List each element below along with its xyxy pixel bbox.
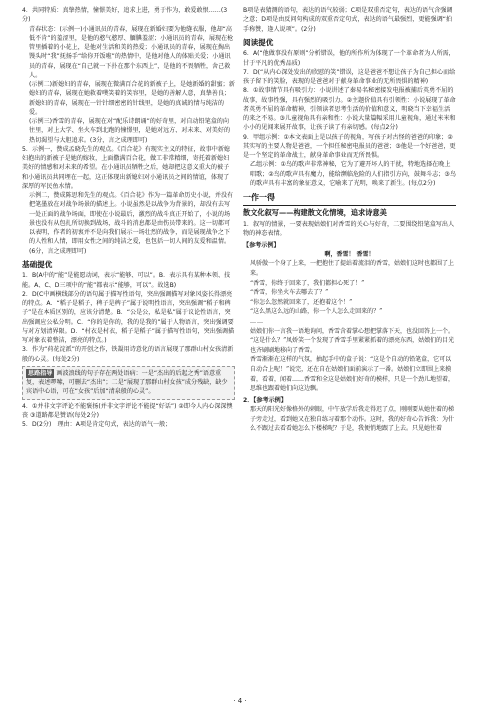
essay-line: “香雪，你坐火车去哪去了？”	[250, 289, 329, 297]
exercise-section-heading: 一作一得	[243, 192, 456, 206]
q5-line-1: 5．示例一，赞成孟晓先生的观点。《百合花》有现实主义的特征，故事中新媳妇抱出的新被子是她的嫁妆，上面撒满百合花，做工非常精细，寄托着新媳妇美好的情感和对未来的希望。在小通讯员牺牲之后，她却把这意义重大的被子和小通讯员共同埋在一起，这正体现出新媳妇对小通讯员之间的情谊，体现了深厚的军民鱼水情。	[22, 145, 231, 190]
q4-intro: 4．共同特质：真挚热情，憧憬美好，追求上进，勇于作为，敢爱敢恨……(3分)	[22, 7, 228, 24]
reference-essay-2	[243, 405, 456, 434]
q5-line-2: 示例二，赞成陈思和先生的观点。《百合花》作为一篇革命历史小说，并没有把笔墨放在对战争场景的描述上。小说虽然是以战争为背景的，却没有去写一处正面的战争场面，即使在小说最后，激烈的战斗真正开始了，小说的场景也没有从包扎所切换到战场，战斗的消息都是由伤员带来的。这一切都可以表明，作者的初衷并不是向我们展示一场壮烈的战争，而是展现战争之下的人性和人情，即用女性之间的纯洁之爱，也包括一切人间的友爱和温情。(6分，言之成理即可)	[29, 192, 234, 255]
right-column	[243, 6, 456, 434]
basic-answer-3: 3．作为“荷花淀派”的开创之作，铁凝用诗意化的语言展现了那群山村女孩清新般的心灵。(每处2分)	[22, 346, 234, 363]
q4-line-2: (示例二)新媳妇的青春，展现在微满百合花的新被子上，是她新婚的甜蜜；新媳妇的青春，展现在她救着噗笑着的笑容里，是她的善解人意，真挚善良；新媳妇的青春，展现在一针针细密密的针线里，是她的真诚的情与纯洁的爱。	[29, 81, 235, 116]
essay-line: “这么黑这么远的山路，你一个人怎么走回来的？”	[250, 308, 383, 316]
essay-line: “你怎么忽然就回来了，还抱着这个！”	[250, 298, 353, 306]
reference-label-1: 【参考示例】	[243, 241, 280, 249]
exercise-line-1: 1．叙写的情景，一要表现姑娘们对香雪的关心与好奇，二要围绕铅笔盒写出人物的神态表情。	[243, 221, 455, 238]
reading-answer-6: 6．A(“他做事没有原则”分析错误，他的所作所为体现了一个革命者为人所需，甘于平凡的优秀品质)	[243, 50, 455, 67]
essay-ellipsis: ……	[250, 318, 264, 326]
essay-line: 香雪渐渐在这样的气氛，抽起手中的盒子说：“这是个自动的铅笔盒，它可以自动合上呢！”说完，还在自在姑娘们面前演示了一番。姑娘们立即围上来摸着，看着，闻着……香雪和全这是姑娘们好奇的模样，只是一个劲儿地望着，思维也跟着她们向这边飘。	[250, 356, 455, 393]
thinking-guide-text: 画波浪线的句子存在两处语病：一是“杰出的后起之秀”语意重复，表述啰嗦，可删去“杰出”；二是“展现了那群山村女孩”成分残缺，缺少宾语中心语，可在“女孩”后加“清泉般的心灵”。	[26, 369, 228, 396]
essay-line: 那天的阳光好像格外的刺眼，中午放学后我走得迟了点，刚刚要从她住着的梯子旁走过，看到她又在独自练习着那个动作。这时，我的好奇心告诉我：为什么不跟过去看看她怎么下楼梯呢？于是，我便悄地跟了上去。只见她往着	[250, 406, 455, 433]
essay-line: 姑娘们你一言我一语地询问，香雪含着掌心想把掌落下天，也没回答上一个。	[250, 327, 455, 335]
thinking-guide-tag: 思路指导	[28, 369, 53, 377]
exercise-title: 散文化叙写——构建散文化情境，追求诗意美	[243, 208, 387, 218]
essay-line: 风骄傲一个身了上来，一把抱住了提站着流泪的香雪，姑娘们这时也都围了上来。	[250, 260, 455, 278]
basic-answer-2: 2．D(C中画横线部分的语句属于描写性语句，突出强调描写对象风姿长得漂亮的特点。A．“稻子是稻子，稗子是稗子”属于说明性语言，突出强调“稻子和稗子”是在本质区别的，应该分清楚。B．“公是公，私是私”属于议论性语言，突出强调应公私分明。C．“你的是你的，我的是我的”属于人物语言，突出强调要与对方划清界限。D．“村衣是村衣，稻子是稻子”属于描写性语句，突出强调描写对象衣着整洁，漂亮的特点。)	[22, 290, 235, 345]
reading-answer-8: 8．①故事情节具有吸引力：小说讲述了秦易名秘密接发电报被捕后英勇不屈的故事，故事性强，具有强烈的吸引力。②主题价值具有引领性：小说展现了革命者英勇不屈的革命精神，引领读者思考生活的价值和意义，明晓当下幸福生活的来之不易。③儿童视角具有亲和性：小说大量篇幅采用儿童视角，通过米米和小小的见闻来展开故事，让孩子读了有亲切感。(每点2分)	[243, 87, 456, 132]
left-column	[22, 6, 235, 429]
reading-section-heading: 阅读提优	[243, 37, 274, 47]
q4-line-3: (示例三)香雪的青春，展现在对“配乐诗朗诵”的好奇里，对自动铅笔盒的向往里，对上大学、坐火车到北跑的憧憬里，是她对远方、对未来、对美好的热切渴望与大胆追求。(3分，言之成理即可)	[29, 118, 231, 144]
essay-line: “香雪，你终于回来了，我们都担心死了！”	[250, 279, 365, 287]
reading-answer-9b: 乙组示例：①鸟的歌声非常神秘，它为了避开坏人的干扰，特地选择在晚上唱歌；②鸟的歌声具有魔力，能给濒临危险的人们指引方向，鼓舞斗志；③鸟的歌声具有丰富的象征意义，它喻来了光明，唤来了新生。(每点2分)	[250, 161, 456, 187]
basic-section-heading: 基础提优	[22, 259, 53, 269]
page-number: · 4 ·	[233, 697, 247, 705]
essay-line: 啊，香雪！ 香雪！	[324, 250, 375, 258]
reading-answer-7: 7．D(“从内心深处发出的欣慰的笑”错误，这是爸爸不想让孩子为自己担心而给孩子留下的笑脸，表现的是爸爸对于献身革命事业的无所畏惧的精神)	[243, 68, 456, 86]
basic-answer-1: 1．B(A中的“能”是能愿动词，表示“能够、可以”。B．表示具有某种本领、技能。A、C、D三项中的“能”都表示“能够，可以”。故选B)	[22, 272, 231, 289]
thinking-guide-box	[22, 366, 235, 400]
basic-answer-4: 4．①并非文字评论不能褒扬(并非文字评论不能提“好话”) ②即今人内心深深懊丧 ③道路都是赞语(每处2分)	[22, 402, 233, 419]
basic-answer-5: 5．D(2分) 理由：A项是肯定句式，表达的语气一般；	[22, 421, 172, 429]
reference-label-2: 2．【参考示例】	[243, 396, 287, 404]
q4-line-1: 青春状态：(示例一)小通讯员的青春，展现在新婚妇要为他缝衣服，他却“高低不肯”的羞涩里，是他的憨气憨厚、腼腆羞涩；小通讯员的青春，展现在枪管里插着的小花上，是他对生活和美的热爱；小通讯员的青春，展现在掏出馒头时“我”抚扬手“给你开饭啦”的热情中，是他对他人的体贴关爱；小通讯员的青春，展现在“自己就一下扑在那个东西上”，是他的不畏牺牲，舍己救人。	[29, 25, 234, 79]
reference-essay-1	[243, 250, 456, 394]
reading-answer-9a: 9．甲组示例：①本文表面上是以孩子的视角，写孩子对古怪的爸爸的印象；②其实写的主要人物是爸爸，一个担任秘密电报员的爸爸；③他是一个好爸爸，更是一个坚定的革命战士，献身革命事业而无所畏惧。	[243, 133, 456, 160]
essay-line: “这是什么？”凤娇笑一个发现了香雪手里紧紧抓着的漂亮东西，姑娘们的目光也齐刷刷地移向了香雪。	[250, 337, 455, 354]
basic-answer-5-cont: B项是表猜测的语句，表达的语气较弱；C项是双重否定句，表达的语气含强调之意；D项是由反问句构成的双重否定句式，表达的语气最强烈，更能强调“拍手称赞，逢人说项”。(2分)	[243, 7, 453, 33]
